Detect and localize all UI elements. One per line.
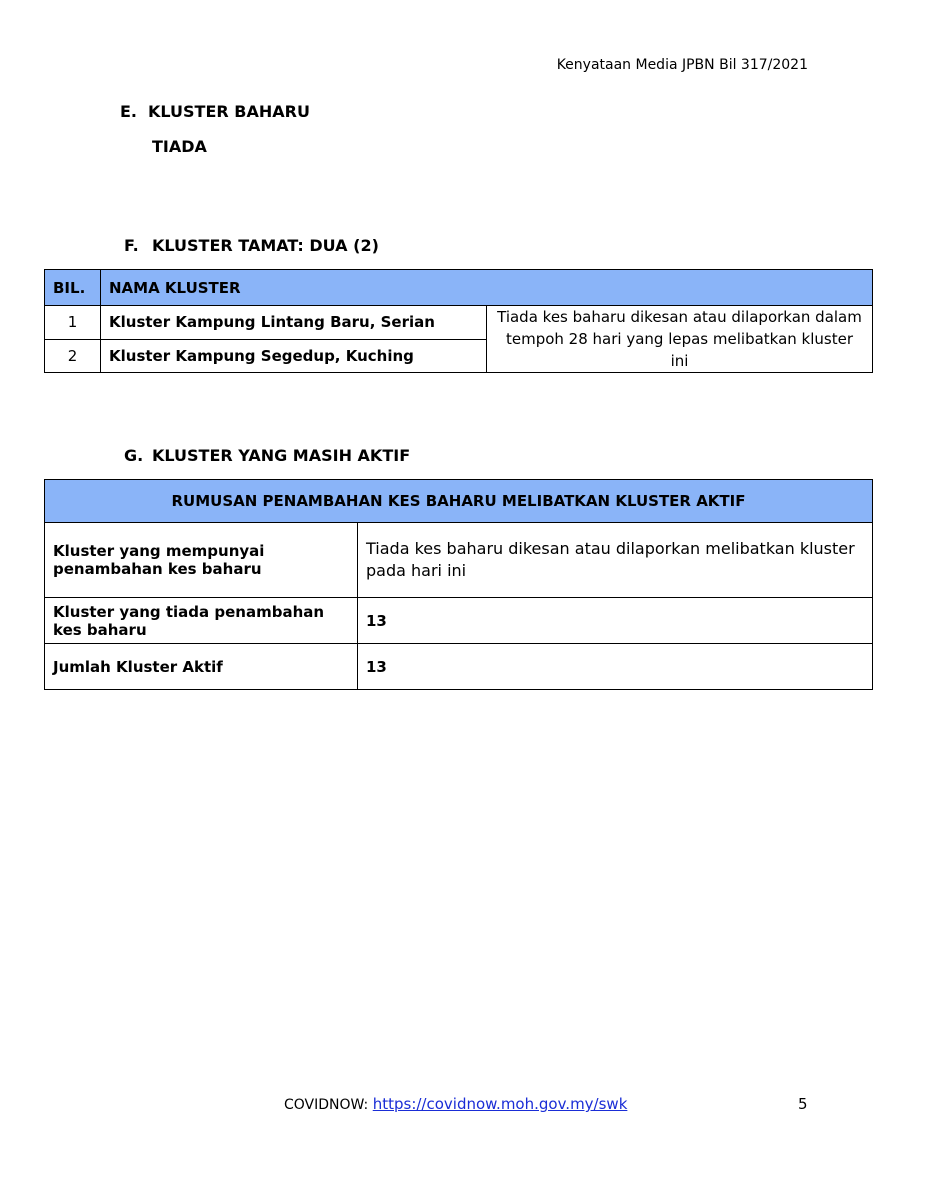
column-header-no: BIL. [45, 270, 101, 306]
section-e-letter: E. [120, 102, 138, 121]
summary-table-title: RUMUSAN PENAMBAHAN KES BAHARU MELIBATKAN KLUSTER AKTIF [45, 480, 873, 523]
row-value: 13 [358, 598, 873, 644]
table-row [45, 306, 873, 340]
table-row [45, 523, 873, 598]
cluster-name: Kluster Kampung Lintang Baru, Serian [101, 306, 487, 340]
row-label: Kluster yang tiada penambahan kes baharu [45, 598, 358, 644]
row-label: Jumlah Kluster Aktif [45, 644, 358, 690]
section-e-content: TIADA [152, 137, 207, 156]
document-reference: Kenyataan Media JPBN Bil 317/2021 [556, 57, 808, 73]
ended-clusters-table [44, 269, 873, 373]
section-f-heading [124, 236, 379, 255]
footer [284, 1095, 627, 1113]
row-value: Tiada kes baharu dikesan atau dilaporkan melibatkan kluster pada hari ini [358, 523, 873, 598]
column-header-name: NAMA KLUSTER [101, 270, 873, 306]
cluster-name: Kluster Kampung Segedup, Kuching [101, 339, 487, 373]
row-number: 2 [45, 339, 101, 373]
covidnow-link[interactable]: https://covidnow.moh.gov.my/swk [372, 1095, 628, 1113]
section-g-heading [124, 446, 410, 465]
table-header-row [45, 480, 873, 523]
section-f-title: KLUSTER TAMAT: DUA (2) [152, 236, 379, 255]
section-e-heading [120, 102, 310, 121]
table-header-row [45, 270, 873, 306]
row-label: Kluster yang mempunyai penambahan kes baharu [45, 523, 358, 598]
section-e-title: KLUSTER BAHARU [148, 102, 310, 121]
active-clusters-summary-table [44, 479, 873, 690]
table-row [45, 644, 873, 690]
page-number: 5 [798, 1095, 808, 1113]
section-g-title: KLUSTER YANG MASIH AKTIF [152, 446, 411, 465]
section-g-letter: G. [124, 446, 144, 465]
row-number: 1 [45, 306, 101, 340]
row-value: 13 [358, 644, 873, 690]
table-row [45, 598, 873, 644]
footer-label: COVIDNOW: [284, 1097, 373, 1113]
remark-cell: Tiada kes baharu dikesan atau dilaporkan dalam tempoh 28 hari yang lepas melibatkan kluster ini [487, 306, 873, 373]
section-f-letter: F. [124, 236, 139, 255]
